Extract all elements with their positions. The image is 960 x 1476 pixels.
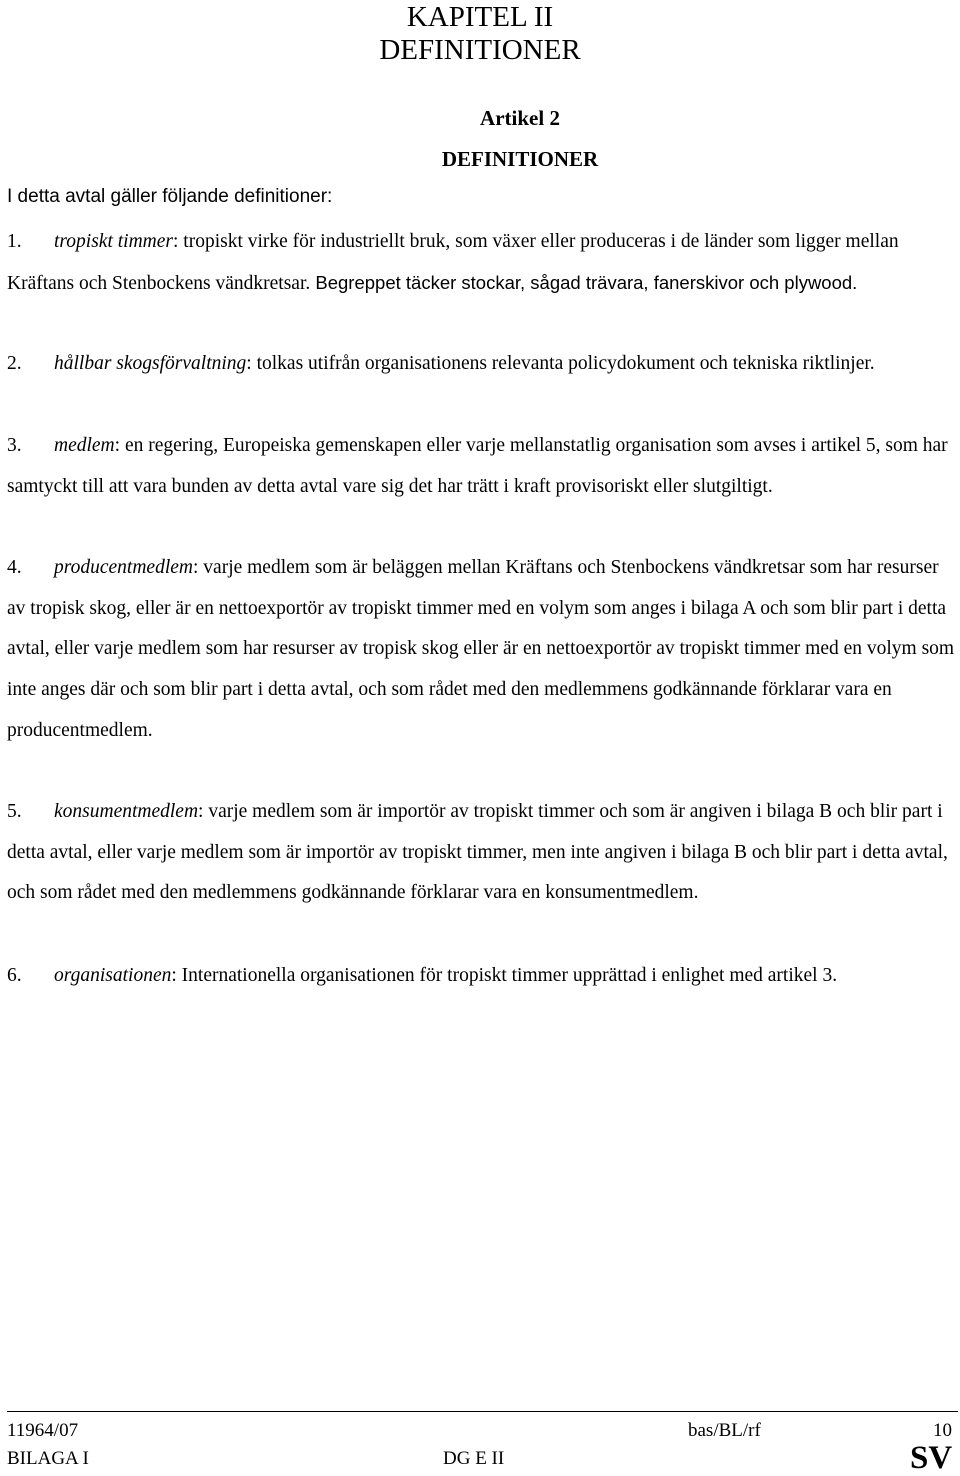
definition-term: hållbar skogsförvaltning [54,353,247,374]
definition-3 [7,426,955,507]
definition-2 [7,344,955,385]
chapter-title: DEFINITIONER [379,34,581,66]
definition-term: medlem [54,435,115,456]
article-number: Artikel 2 [480,106,560,130]
definition-4 [7,548,955,752]
article-title: DEFINITIONER [441,147,599,171]
footer-language-code: SV [910,1440,953,1476]
footer-annex: BILAGA I [7,1448,89,1469]
definition-term: organisationen [54,965,172,986]
definition-term: konsumentmedlem [54,801,199,822]
definition-number: 5. [7,801,22,822]
footer-divider [7,1411,958,1412]
definition-term: producentmedlem [54,557,193,578]
footer-dg: DG E II [443,1448,505,1469]
footer-doc-number: 11964/07 [7,1420,79,1441]
chapter-number: KAPITEL II [406,1,554,33]
definition-term: tropiskt timmer [54,231,173,252]
definition-text: : Internationella organisationen för tropiskt timmer upprättad i enlighet med artikel 3. [171,965,838,986]
definition-number: 6. [7,965,22,986]
definition-6 [7,956,955,997]
definition-text-sans: Begreppet täcker stockar, sågad trävara, fanerskivor och plywood. [310,271,858,293]
definition-text: : varje medlem som är beläggen mellan Kräftans och Stenbockens vändkretsar som har resurser av tropisk skog, eller är en nettoexportör av tropiskt timmer med en volym som anges i bilaga A och som blir part i detta avtal, eller varje medlem som har resurser av tropisk skog eller är en nettoexportör av tropiskt timmer med en volym som inte anges där och som blir part i detta avtal, och som rådet med den medlemmens godkännande förklarar vara en producentmedlem. [7,557,955,741]
definition-text: : en regering, Europeiska gemenskapen eller varje mellanstatlig organisation som avses i artikel 5, som har samtyckt till att vara bunden av detta avtal vare sig det har trätt i kraft provisoriskt eller slutgiltigt. [7,435,948,497]
definition-text: : tropiskt virke för industriellt bruk, som växer eller produceras i de länder som ligger mellan Kräftans och Stenbockens vändkretsar. [7,231,899,294]
footer-author-code: bas/BL/rf [688,1420,761,1441]
definition-number: 2. [7,353,22,374]
definition-text: : tolkas utifrån organisationens relevanta policydokument och tekniska riktlinjer. [246,353,875,374]
definition-number: 4. [7,557,22,578]
definition-text: : varje medlem som är importör av tropiskt timmer och som är angiven i bilaga B och blir part i detta avtal, eller varje medlem som är importör av tropiskt timmer, men inte angiven i bilaga B och blir part i detta avtal, och som rådet med den medlemmens godkännande förklarar vara en konsumentmedlem. [7,801,948,904]
footer-page-number: 10 [933,1420,952,1441]
intro-text: I detta avtal gäller följande definitioner: [7,186,333,207]
definition-number: 1. [7,231,22,252]
definition-number: 3. [7,435,22,456]
definition-5 [7,792,955,914]
definition-1 [7,222,955,304]
